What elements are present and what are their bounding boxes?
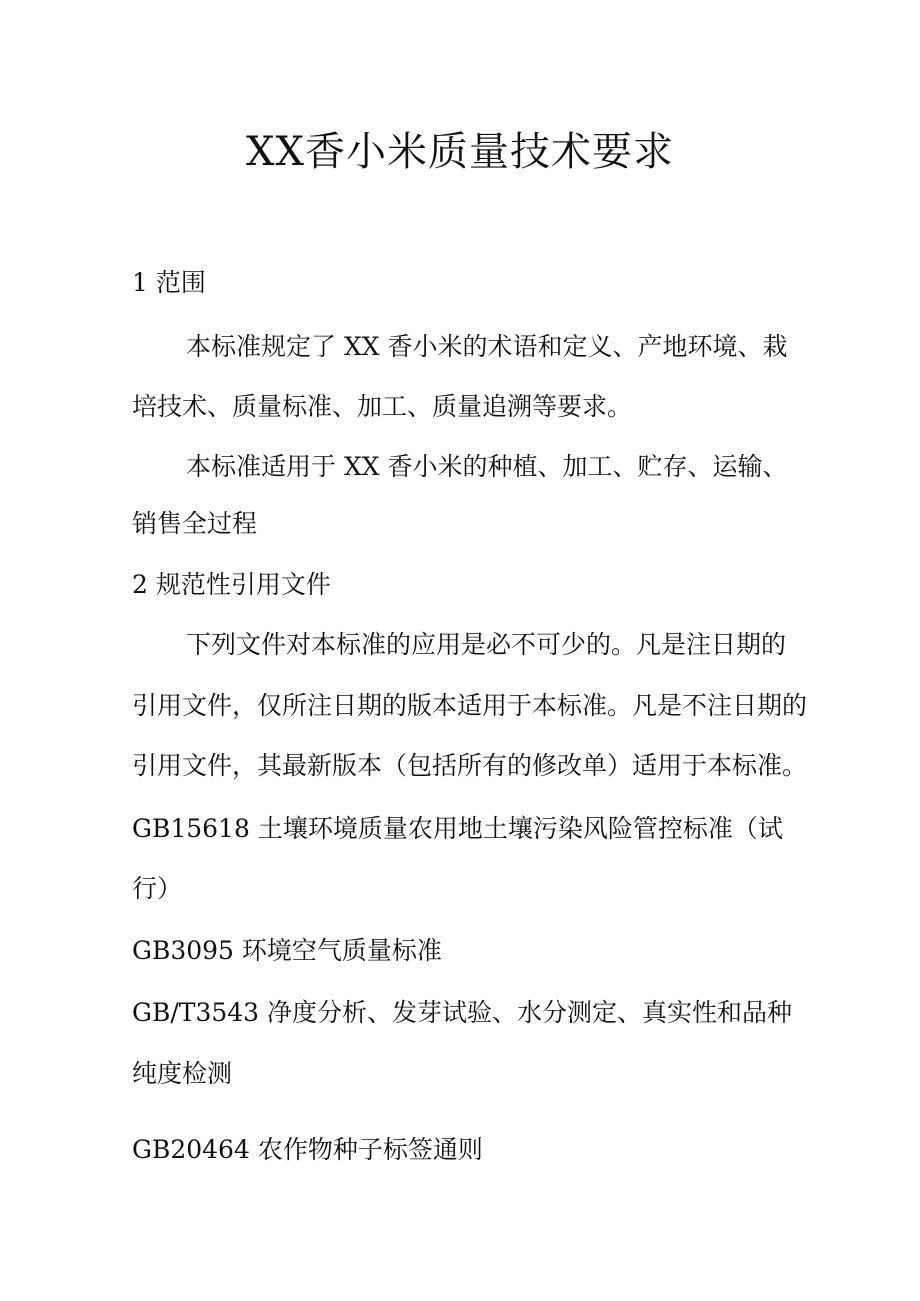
reference-item-continued: 纯度检测 — [132, 1059, 233, 1088]
paragraph-line: 培技术、质量标准、加工、质量追溯等要求。 — [132, 392, 633, 421]
reference-item: GB20464 农作物种子标签通则 — [132, 1135, 483, 1164]
reference-item-continued: 行） — [132, 874, 183, 903]
section-heading-scope: 1 范围 — [132, 268, 206, 297]
paragraph-line: 引用文件，其最新版本（包括所有的修改单）适用于本标准。 — [132, 751, 808, 780]
paragraph-line: 下列文件对本标准的应用是必不可少的。凡是注日期的 — [186, 630, 787, 659]
paragraph-line: 本标准适用于 XX 香小米的种植、加工、贮存、运输、 — [186, 452, 788, 481]
paragraph-line: 引用文件，仅所注日期的版本适用于本标准。凡是不注日期的 — [132, 691, 808, 720]
reference-item: GB/T3543 净度分析、发芽试验、水分测定、真实性和品种 — [132, 998, 793, 1027]
document-title: XX香小米质量技术要求 — [246, 129, 674, 175]
paragraph-line: 销售全过程 — [132, 509, 258, 538]
section-heading-normative-references: 2 规范性引用文件 — [132, 570, 331, 599]
reference-item: GB3095 环境空气质量标准 — [132, 936, 442, 965]
paragraph-line: 本标准规定了 XX 香小米的术语和定义、产地环境、栽 — [186, 332, 788, 361]
reference-item: GB15618 土壤环境质量农用地土壤污染风险管控标准（试 — [132, 814, 783, 843]
